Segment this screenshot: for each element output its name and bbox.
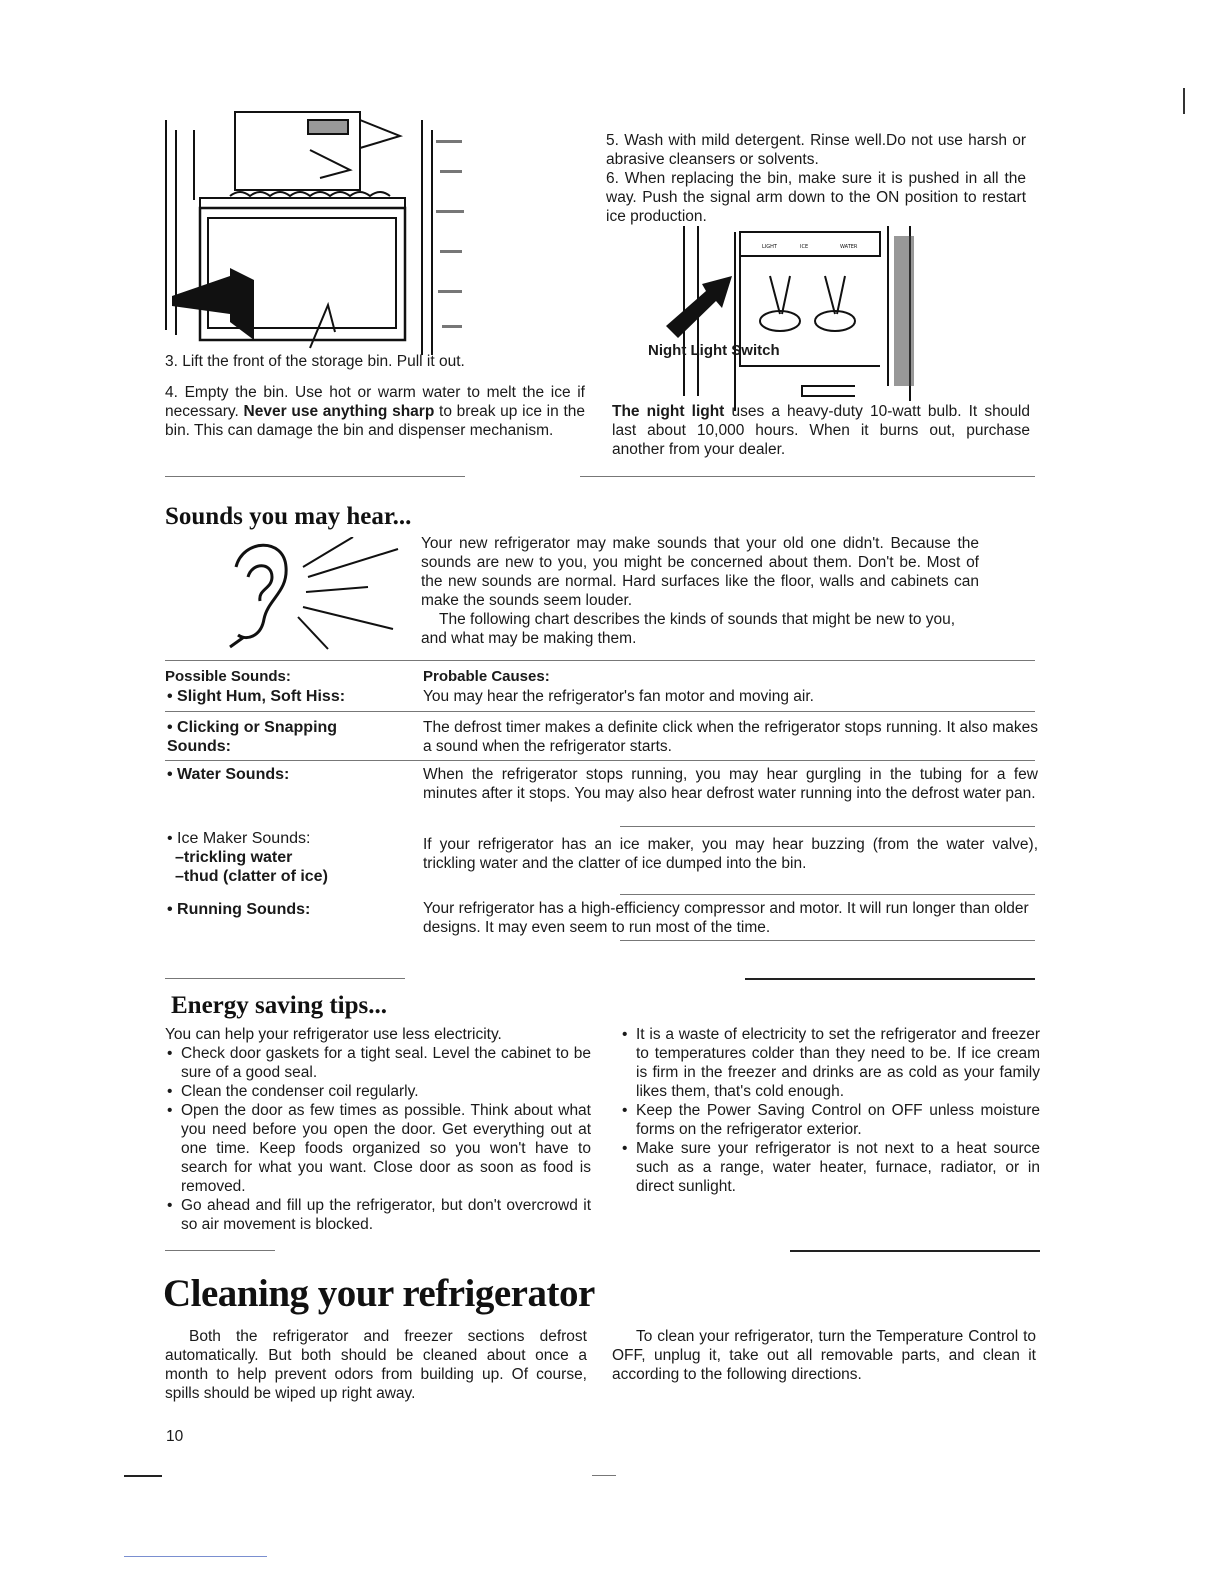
sound-cause: You may hear the refrigerator's fan motor and moving air. xyxy=(423,688,814,705)
margin-mark xyxy=(1183,88,1185,114)
energy-tip: • Open the door as few times as possible. Think about what you need before you open the door. Get everything out at one time. Keep foods organized so you won't have to search for what you want. Close door as soon as food is removed. xyxy=(165,1101,591,1196)
divider xyxy=(165,711,1035,712)
step-5: 5. Wash with mild detergent. Rinse well.Do not use harsh or abrasive cleansers or solvents. xyxy=(606,132,1026,168)
storage-bin-illustration xyxy=(160,100,500,355)
dispenser-illustration xyxy=(650,226,960,411)
footer-mark xyxy=(124,1556,267,1557)
divider xyxy=(620,940,1035,941)
sound-sub: –trickling water xyxy=(175,849,293,866)
sound-sub: –thud (clatter of ice) xyxy=(175,868,328,885)
footer-mark xyxy=(592,1475,616,1476)
energy-tip: • Clean the condenser coil regularly. xyxy=(165,1082,591,1101)
cleaning-heading: Cleaning your refrigerator xyxy=(163,1272,595,1315)
night-light-lead: The night light xyxy=(612,403,725,420)
ice-panel-label: ICE xyxy=(800,244,809,250)
night-light-text xyxy=(612,402,1030,459)
sound-name: • Ice Maker Sounds: xyxy=(167,830,311,847)
divider xyxy=(620,894,1035,895)
night-light-switch-label: Night Light Switch xyxy=(648,342,780,359)
divider xyxy=(745,978,1035,980)
divider xyxy=(165,760,1035,761)
probable-causes-header: Probable Causes: xyxy=(423,668,550,685)
step-6: 6. When replacing the bin, make sure it is pushed in all the way. Push the signal arm down to the ON position to restart ice production. xyxy=(606,170,1026,225)
sound-name: • Slight Hum, Soft Hiss: xyxy=(167,688,346,705)
divider xyxy=(165,1250,275,1251)
page-number: 10 xyxy=(166,1428,184,1445)
sound-cause: If your refrigerator has an ice maker, you may hear buzzing (from the water valve), trickling water and the clatter of ice dumped into the bin. xyxy=(423,836,1038,872)
energy-tips-left xyxy=(165,1044,591,1234)
cleaning-right-text: To clean your refrigerator, turn the Temperature Control to OFF, unplug it, take out all removable parts, and clean it according to the following directions. xyxy=(612,1328,1036,1383)
energy-tip: • Go ahead and fill up the refrigerator, but don't overcrowd it so air movement is blocked. xyxy=(165,1196,591,1234)
footer-mark xyxy=(124,1475,162,1477)
divider xyxy=(165,660,1035,661)
sounds-heading: Sounds you may hear... xyxy=(165,503,412,530)
energy-heading: Energy saving tips... xyxy=(171,992,388,1019)
sound-cause: Your refrigerator has a high-efficiency compressor and motor. It will run longer than older designs. It may even seem to run most of the time. xyxy=(423,900,1029,936)
sound-cause: The defrost timer makes a definite click when the refrigerator stops running. It also makes a sound when the refrigerator starts. xyxy=(423,719,1038,755)
divider xyxy=(580,476,1035,477)
step-4-warning: Never use anything sharp xyxy=(243,403,435,420)
water-panel-label: WATER xyxy=(840,244,858,250)
cleaning-left-text: Both the refrigerator and freezer sections defrost automatically. But both should be cleaned about once a month to help prevent odors from building up. Of course, spills should be wiped up right away. xyxy=(165,1328,587,1402)
divider xyxy=(165,476,465,477)
energy-tip: • Keep the Power Saving Control on OFF unless moisture forms on the refrigerator exterior. xyxy=(620,1101,1040,1139)
sound-cause: When the refrigerator stops running, you may hear gurgling in the tubing for a few minutes after it stops. You may also hear defrost water running into the defrost water pan. xyxy=(423,766,1038,802)
possible-sounds-header: Possible Sounds: xyxy=(165,668,291,685)
ear-icon xyxy=(218,537,408,652)
sound-name: • Clicking or Snapping Sounds: xyxy=(167,719,338,755)
energy-left-column xyxy=(165,1025,591,1234)
step-4-intro: 4. Empty the bin. Use hot or warm water to melt the ice if necessary. xyxy=(165,384,585,420)
divider xyxy=(790,1250,1040,1252)
step-3: 3. Lift the front of the storage bin. Pull it out. xyxy=(165,353,465,370)
sounds-intro-2: The following chart describes the kinds of sounds that might be new to you, and what may be making them. xyxy=(421,611,956,647)
light-panel-label: LIGHT xyxy=(762,244,777,250)
sound-name: • Water Sounds: xyxy=(167,766,290,783)
step-4 xyxy=(165,383,585,440)
energy-tips-right xyxy=(620,1025,1040,1196)
energy-tip: • Make sure your refrigerator is not next to a heat source such as a range, water heater, furnace, radiator, or in direct sunlight. xyxy=(620,1139,1040,1196)
sound-name: • Running Sounds: xyxy=(167,901,311,918)
divider xyxy=(620,826,1035,827)
energy-intro: You can help your refrigerator use less electricity. xyxy=(165,1026,502,1043)
divider xyxy=(165,978,405,979)
step-4-rest: to break up ice in the bin. This can damage the bin and dispenser mechanism. xyxy=(165,403,585,439)
energy-tip: • Check door gaskets for a tight seal. Level the cabinet to be sure of a good seal. xyxy=(165,1044,591,1082)
energy-right-column xyxy=(620,1025,1040,1196)
sounds-intro-1: Your new refrigerator may make sounds that your old one didn't. Because the sounds are new to you, you might be concerned about them. Don't be. Most of the new sounds are normal. Hard surfaces like the floor, walls and cabinets can make the sounds seem louder. xyxy=(421,535,979,609)
night-light-body: uses a heavy-duty 10-watt bulb. It should last about 10,000 hours. When it burns out, purchase another from your dealer. xyxy=(612,403,1030,458)
energy-tip: • It is a waste of electricity to set the refrigerator and freezer to temperatures colder than they need to be. If ice cream is firm in the freezer and drinks are as cold as your family likes them, that's cold enough. xyxy=(620,1025,1040,1101)
